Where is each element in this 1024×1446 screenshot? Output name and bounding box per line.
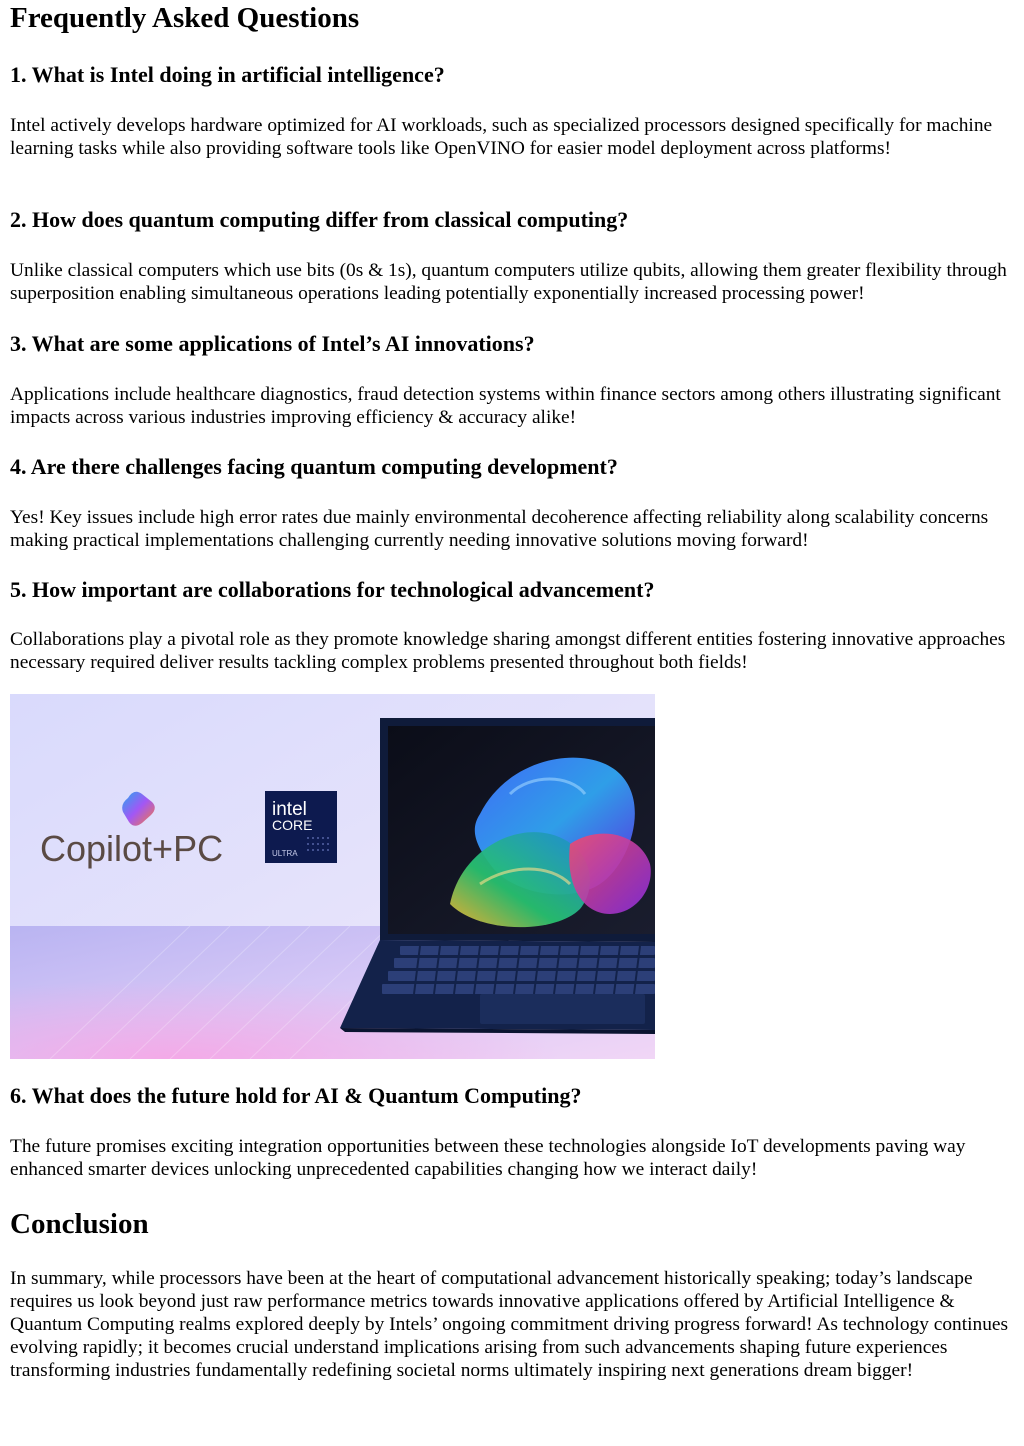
- faq-question-4: 4. Are there challenges facing quantum computing development?: [10, 454, 618, 479]
- conclusion-body: In summary, while processors have been at the heart of computational advancement historically speaking; today’s landscape requires us look beyond just raw performance metrics towards innovative applications offered by Artificial Intelligence & Quantum Computing realms explored deeply by Intels’ ongoing commitment driving progress forward! As technology continues evolving rapidly; it becomes crucial understand implications arising from such advancements shaping future experiences transforming industries fundamentally redefining societal norms ultimately inspiring next generations dream bigger!: [10, 1268, 1009, 1381]
- faq-question-6: 6. What does the future hold for AI & Quantum Computing?: [10, 1083, 582, 1108]
- faq-question-5: 5. How important are collaborations for technological advancement?: [10, 577, 655, 602]
- faq-answer-5: Collaborations play a pivotal role as they promote knowledge sharing amongst different entities fostering innovative approaches necessary required deliver results tackling complex problems presented throughout both fields!: [10, 629, 1006, 673]
- faq-answer-4: Yes! Key issues include high error rates due mainly environmental decoherence affecting reliability along scalability concerns making practical implementations challenging currently needing innovative solutions moving forward!: [10, 507, 989, 551]
- faq-answer-2: Unlike classical computers which use bits (0s & 1s), quantum computers utilize qubits, allowing them greater flexibility through superposition enabling simultaneous operations leading potentially exponentially increased processing power!: [10, 260, 1007, 304]
- laptop-illustration: [340, 718, 655, 1034]
- faq-question-1: 1. What is Intel doing in artificial intelligence?: [10, 62, 445, 87]
- page-title: Frequently Asked Questions: [10, 2, 360, 34]
- svg-text:CORE: CORE: [272, 817, 313, 833]
- copilot-pc-hero-image: [10, 694, 655, 1059]
- faq-answer-6: The future promises exciting integration opportunities between these technologies alongside IoT developments paving way enhanced smarter devices unlocking unprecedented capabilities changing how we interact daily!: [10, 1136, 966, 1180]
- faq-question-3: 3. What are some applications of Intel’s AI innovations?: [10, 331, 535, 356]
- conclusion-heading: Conclusion: [10, 1208, 149, 1240]
- svg-text:ULTRA: ULTRA: [272, 849, 298, 858]
- copilot-pc-logotype: Copilot+PC: [40, 828, 224, 869]
- faq-answer-3: Applications include healthcare diagnostics, fraud detection systems within finance sectors among others illustrating significant impacts across various industries improving efficiency & accuracy alike!: [10, 384, 1001, 428]
- faq-question-2: 2. How does quantum computing differ from classical computing?: [10, 207, 629, 232]
- faq-answer-1: Intel actively develops hardware optimized for AI workloads, such as specialized processors designed specifically for machine learning tasks while also providing software tools like OpenVINO for easier model deployment across platforms!: [10, 115, 993, 159]
- intel-core-ultra-badge: [265, 791, 337, 863]
- svg-text:intel: intel: [272, 799, 307, 820]
